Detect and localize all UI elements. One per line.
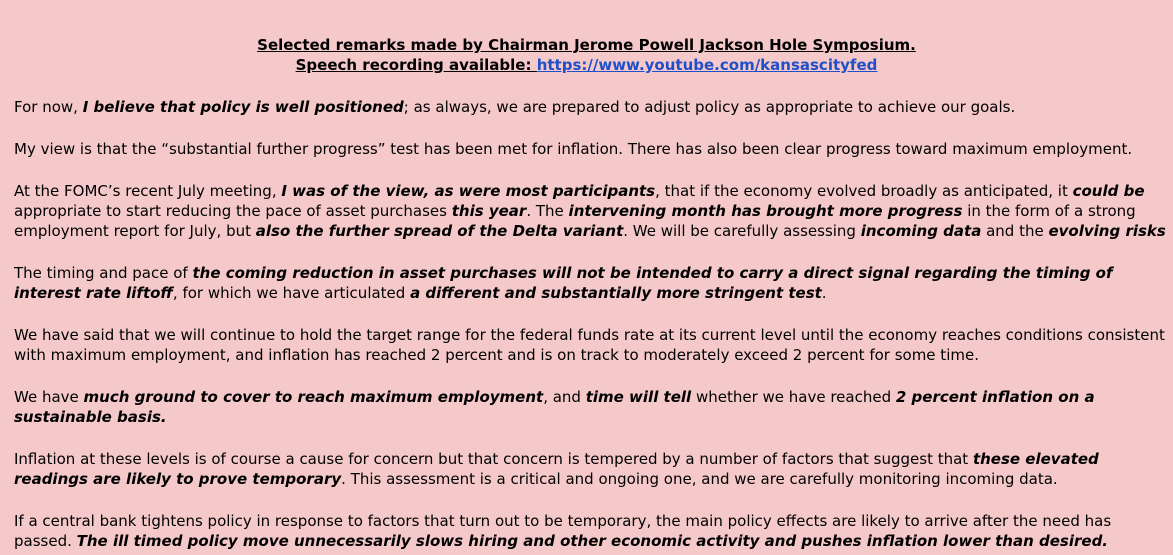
- text-line: [14, 221, 1173, 241]
- document-header: [0, 0, 1173, 75]
- text-line: [14, 531, 1173, 551]
- emphasized-text: time will tell: [585, 388, 692, 406]
- plain-text: , that if the economy evolved broadly as anticipated, it: [655, 182, 1073, 200]
- emphasized-text: this year: [451, 202, 527, 220]
- emphasized-text: I was of the view, as were most participants: [281, 182, 656, 200]
- emphasized-text: much ground to cover to reach maximum employment: [83, 388, 544, 406]
- plain-text: At the FOMC’s recent July meeting,: [14, 182, 282, 200]
- text-line: [14, 407, 1173, 427]
- plain-text: appropriate to start reducing the pace of asset purchases: [14, 202, 452, 220]
- plain-text: .: [821, 284, 827, 302]
- plain-text: We have said that we will continue to hold the target range for the federal funds rate at its current level until the economy reaches conditions consistent: [14, 326, 1165, 344]
- plain-text: For now,: [14, 98, 83, 116]
- paragraph: [14, 387, 1173, 427]
- text-line: [14, 325, 1173, 345]
- plain-text: . The: [526, 202, 569, 220]
- paragraph: [14, 97, 1173, 117]
- document-body: [0, 97, 1173, 551]
- emphasized-text: also the further spread of the Delta variant: [255, 222, 624, 240]
- plain-text: in the form of a strong: [962, 202, 1136, 220]
- plain-text: , for which we have articulated: [172, 284, 411, 302]
- text-line: [14, 97, 1173, 117]
- recording-label: Speech recording available:: [295, 56, 532, 74]
- plain-text: whether we have reached: [691, 388, 896, 406]
- emphasized-text: incoming data: [860, 222, 982, 240]
- text-line: [14, 449, 1173, 469]
- text-line: [14, 139, 1173, 159]
- paragraph: [14, 139, 1173, 159]
- plain-text: We have: [14, 388, 84, 406]
- emphasized-text: evolving risks: [1048, 222, 1166, 240]
- plain-text: employment report for July, but: [14, 222, 256, 240]
- emphasized-text: I believe that policy is well positioned: [82, 98, 404, 116]
- plain-text: . We will be carefully assessing: [623, 222, 861, 240]
- plain-text: The timing and pace of: [14, 264, 193, 282]
- plain-text: passed.: [14, 532, 77, 550]
- emphasized-text: readings are likely to prove temporary: [14, 470, 342, 488]
- text-line: [14, 283, 1173, 303]
- plain-text: Inflation at these levels is of course a cause for concern but that concern is tempered by a number of factors that suggest that: [14, 450, 973, 468]
- text-line: [14, 263, 1173, 283]
- paragraph: [14, 449, 1173, 489]
- plain-text: If a central bank tightens policy in response to factors that turn out to be temporary, the main policy effects are likely to arrive after the need has: [14, 512, 1112, 530]
- recording-link[interactable]: https://www.youtube.com/kansascityfed: [536, 56, 878, 74]
- plain-text: . This assessment is a critical and ongoing one, and we are carefully monitoring incoming data.: [341, 470, 1058, 488]
- paragraph: [14, 263, 1173, 303]
- emphasized-text: the coming reduction in asset purchases will not be intended to carry a direct signal regarding the timing of: [192, 264, 1113, 282]
- plain-text: and the: [981, 222, 1049, 240]
- emphasized-text: 2 percent inflation on a: [895, 388, 1095, 406]
- emphasized-text: intervening month has brought more progress: [568, 202, 963, 220]
- plain-text: with maximum employment, and inflation has reached 2 percent and is on track to moderately exceed 2 percent for some time.: [14, 346, 979, 364]
- text-line: [14, 345, 1173, 365]
- text-line: [14, 469, 1173, 489]
- plain-text: My view is that the “substantial further progress” test has been met for inflation. There has also been clear progress toward maximum employment.: [14, 140, 1133, 158]
- document-title: Selected remarks made by Chairman Jerome Powell Jackson Hole Symposium.: [257, 36, 916, 54]
- plain-text: ; as always, we are prepared to adjust policy as appropriate to achieve our goals.: [403, 98, 1016, 116]
- emphasized-text: The ill timed policy move unnecessarily slows hiring and other economic activity and pushes inflation lower than desired.: [76, 532, 1109, 550]
- emphasized-text: could be: [1072, 182, 1145, 200]
- emphasized-text: a different and substantially more stringent test: [410, 284, 822, 302]
- emphasized-text: sustainable basis.: [14, 408, 167, 426]
- text-line: [14, 201, 1173, 221]
- paragraph: [14, 511, 1173, 551]
- paragraph: [14, 181, 1173, 241]
- text-line: [14, 387, 1173, 407]
- plain-text: , and: [543, 388, 586, 406]
- emphasized-text: these elevated: [972, 450, 1099, 468]
- emphasized-text: interest rate liftoff: [14, 284, 173, 302]
- paragraph: [14, 325, 1173, 365]
- text-line: [14, 181, 1173, 201]
- text-line: [14, 511, 1173, 531]
- recording-line: [0, 55, 1173, 75]
